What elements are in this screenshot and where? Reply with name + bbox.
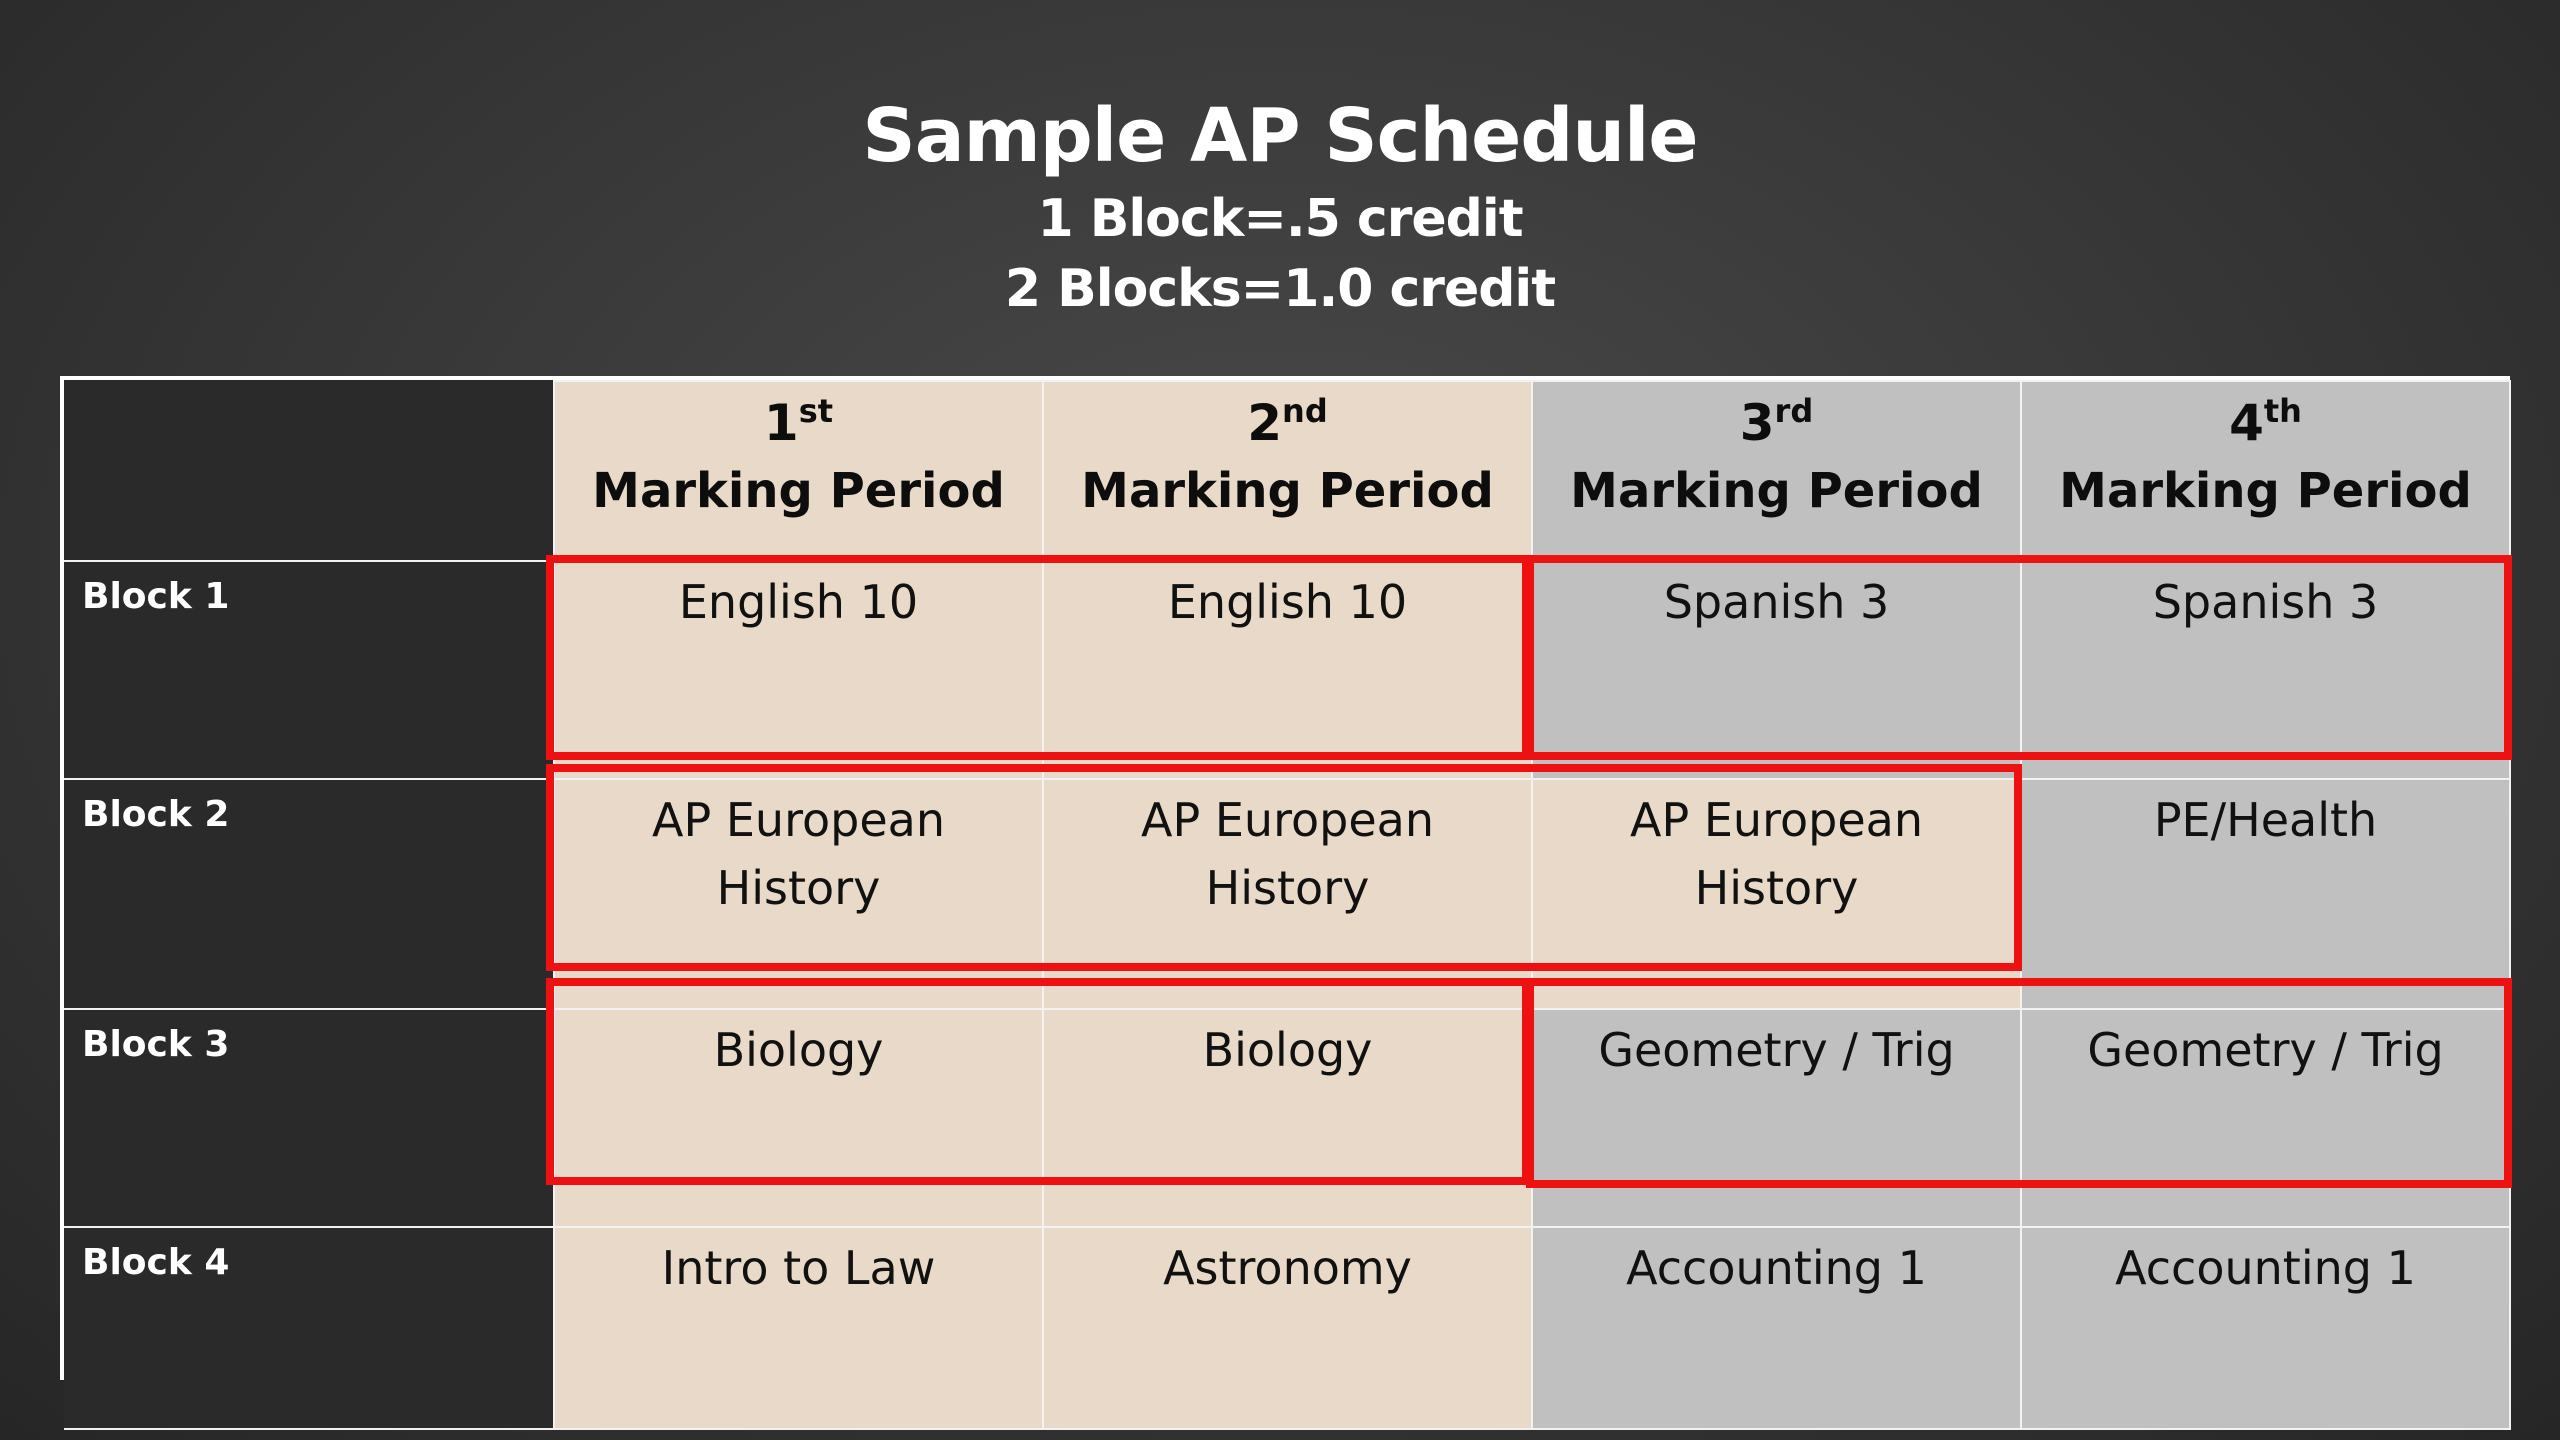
- course-cell: Intro to Law: [554, 1227, 1043, 1429]
- course-cell: AP European History: [1043, 779, 1532, 1009]
- header-number: 4: [2229, 394, 2264, 452]
- header-number: 1: [763, 394, 799, 452]
- course-cell: English 10: [554, 561, 1043, 779]
- block-row-2: [64, 779, 2510, 1009]
- course-cell: PE/Health: [2021, 779, 2510, 1009]
- course-cell: Spanish 3: [2021, 561, 2510, 779]
- header-suffix: st: [798, 392, 834, 430]
- block-row-1: [64, 561, 2510, 779]
- header-marking-period-1: [554, 381, 1043, 561]
- header-marking-period-2: [1043, 381, 1532, 561]
- header-suffix: th: [2263, 392, 2302, 430]
- block-label: Block 4: [64, 1227, 554, 1429]
- course-cell: AP European History: [1532, 779, 2021, 1009]
- credit-note-2: 2 Blocks=1.0 credit: [1004, 259, 1556, 319]
- block-row-3: [64, 1009, 2510, 1227]
- course-cell: AP European History: [554, 779, 1043, 1009]
- course-cell: Geometry / Trig: [2021, 1009, 2510, 1227]
- course-cell: Spanish 3: [1532, 561, 2021, 779]
- course-cell: Accounting 1: [1532, 1227, 2021, 1429]
- course-cell: English 10: [1043, 561, 1532, 779]
- slide-title: Sample AP Schedule: [862, 93, 1698, 179]
- schedule-table: [60, 376, 2510, 1380]
- header-suffix: nd: [1282, 392, 1328, 430]
- header-label: Marking Period: [592, 463, 1005, 519]
- header-marking-period-4: [2021, 381, 2510, 561]
- header-number: 2: [1247, 394, 1283, 452]
- block-row-4: [64, 1227, 2510, 1429]
- block-label: Block 3: [64, 1009, 554, 1227]
- course-cell: Accounting 1: [2021, 1227, 2510, 1429]
- header-label: Marking Period: [2059, 463, 2472, 519]
- slide-title-block: [0, 88, 2560, 324]
- course-cell: Geometry / Trig: [1532, 1009, 2021, 1227]
- course-cell: Astronomy: [1043, 1227, 1532, 1429]
- header-label: Marking Period: [1081, 463, 1494, 519]
- header-number: 3: [1739, 394, 1775, 452]
- header-marking-period-3: [1532, 381, 2021, 561]
- credit-note-1: 1 Block=.5 credit: [1037, 189, 1523, 249]
- corner-cell: [64, 381, 554, 561]
- header-label: Marking Period: [1570, 463, 1983, 519]
- course-cell: Biology: [554, 1009, 1043, 1227]
- block-label: Block 1: [64, 561, 554, 779]
- block-label: Block 2: [64, 779, 554, 1009]
- course-cell: Biology: [1043, 1009, 1532, 1227]
- header-row: [64, 381, 2510, 561]
- header-suffix: rd: [1774, 392, 1814, 430]
